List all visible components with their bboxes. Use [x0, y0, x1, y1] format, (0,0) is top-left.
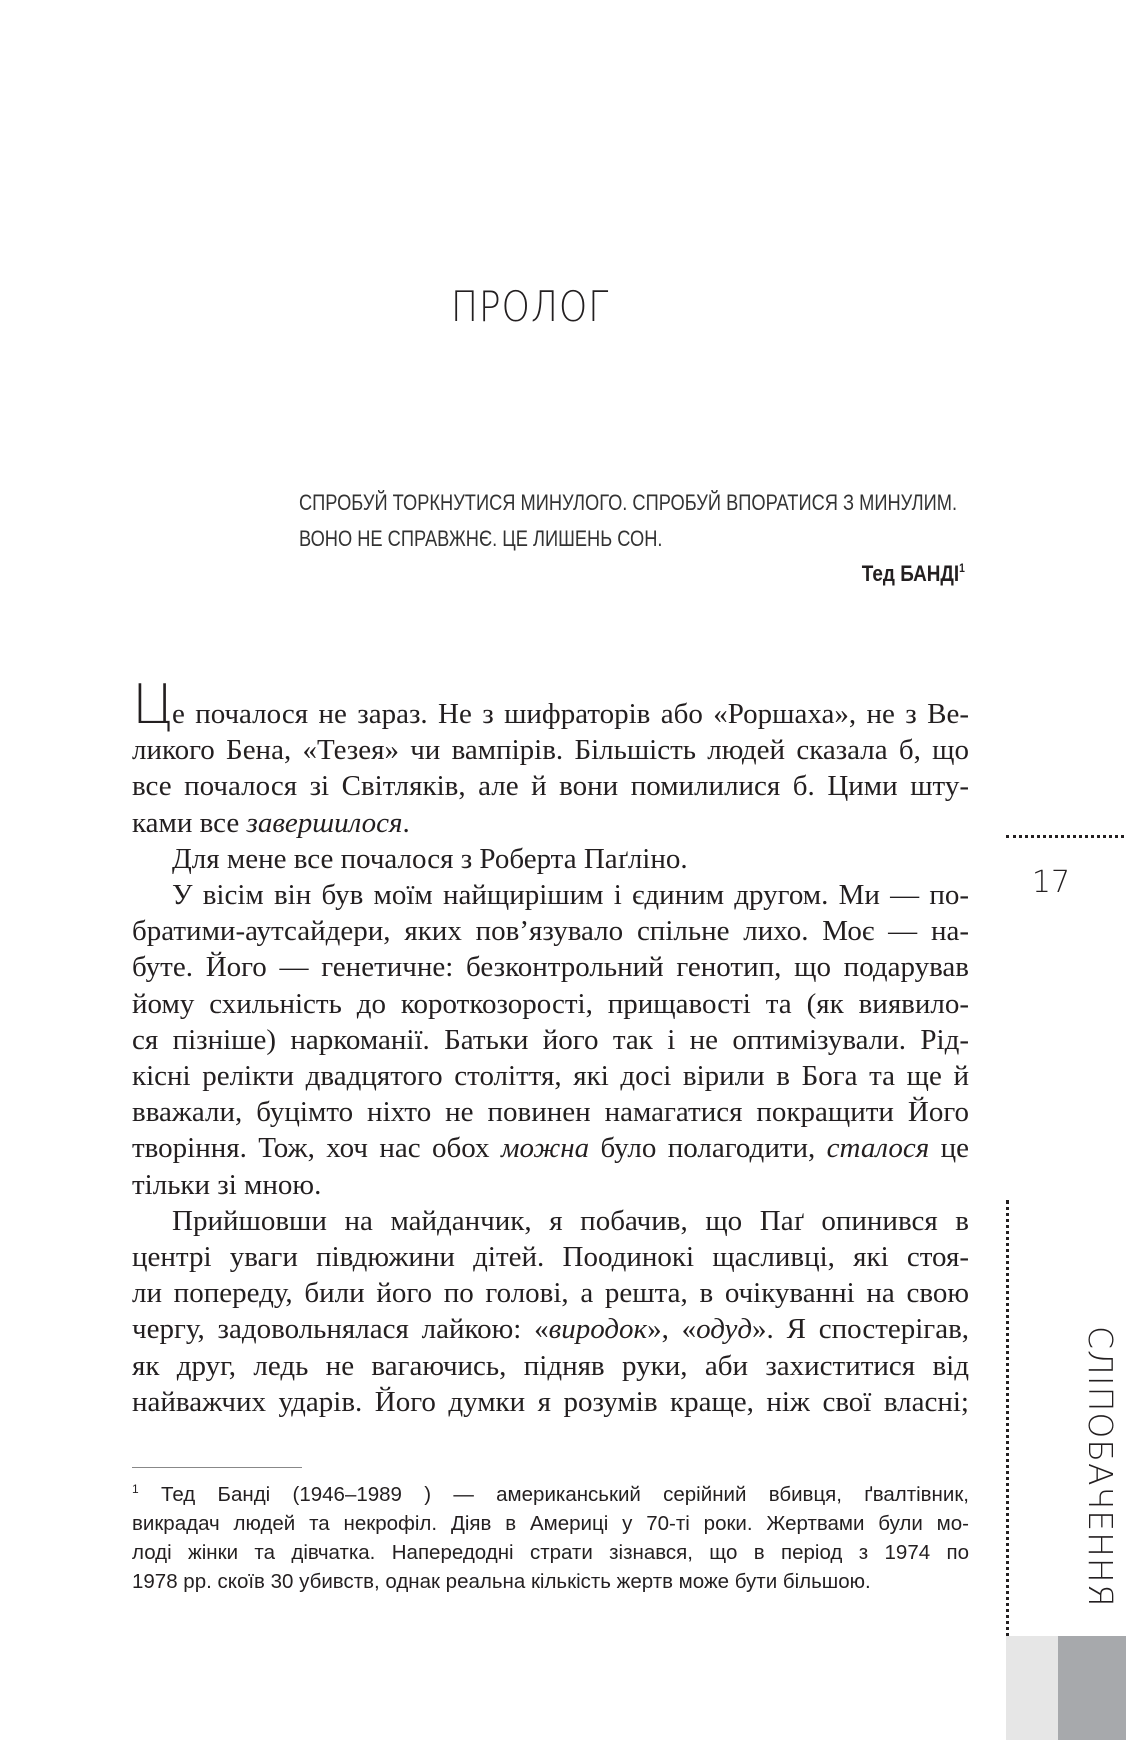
paragraph-3: [132, 877, 969, 1203]
text-line: кісні релікти двадцятого століття, які досі вірили в Бога та ще й: [132, 1060, 969, 1093]
text-line: Це почалося не зараз. Не з шифраторів або «Роршаха», не з Ве-: [132, 673, 969, 736]
text-line: Для мене все почалося з Роберта Паґліно.: [172, 842, 688, 875]
page-number: 17: [1031, 865, 1071, 900]
text-line: ли попереду, били його по голові, а решта, в очікуванні на свою: [132, 1277, 969, 1310]
text-line: чергу, задовольнялася лайкою: «виродок», «одуд». Я спостерігав,: [132, 1313, 970, 1346]
text-line: У вісім він був моїм найщирішим і єдиним другом. Ми — по-: [172, 879, 969, 912]
text-line: ками все завершилося.: [132, 806, 410, 839]
footnote-divider: [132, 1467, 302, 1468]
epigraph-footnote-mark: 1: [959, 561, 965, 575]
epigraph-author-name: Тед БАНДІ: [861, 561, 960, 586]
text-line: як друг, ледь не вагаючись, підняв руки, аби захиститися від: [132, 1349, 969, 1382]
body-text: [132, 673, 970, 1420]
footnote: [132, 1475, 969, 1596]
running-book-title: СЛІПОБАЧЕННЯ: [1081, 1326, 1120, 1608]
text-line: все почалося зі Світляків, але й вони помилилися б. Цими шту-: [132, 770, 969, 803]
epigraph: [299, 485, 958, 557]
paragraph-4: [132, 1203, 969, 1420]
footnote-line: $^1$ Тед Банді (1946–1989 ) — американський серійний вбивця, ґвалтівник,: [132, 1482, 969, 1506]
paragraph-2: [132, 841, 969, 877]
thumb-tab-light: [1006, 1636, 1058, 1740]
text-line: тільки зі мною.: [132, 1168, 322, 1201]
sidebar-dotted-rule: [1006, 835, 1124, 838]
epigraph-line-1: СПРОБУЙ ТОРКНУТИСЯ МИНУЛОГО. СПРОБУЙ ВПОРАТИСЯ З МИНУЛИМ.: [299, 490, 958, 515]
text-line: найважчих ударів. Його думки я розумів краще, ніж свої власні;: [132, 1385, 969, 1418]
text-line: братими-аутсайдери, яких пов’язувало спільне лихо. Моє — на-: [132, 915, 969, 948]
epigraph-author: [862, 561, 965, 587]
text-line: ликого Бена, «Тезея» чи вампірів. Більшість людей сказала б, що: [132, 734, 969, 767]
text-line: творіння. Тож, хоч нас обох можна було полагодити, сталося це: [132, 1132, 969, 1165]
text-line: Прийшовши на майданчик, я побачив, що Паґ опинився в: [172, 1204, 969, 1237]
text-line: вважали, буцімто ніхто не повинен намагатися покращити Його: [132, 1096, 969, 1129]
text-line: центрі уваги півдюжини дітей. Поодинокі щасливці, які стоя-: [132, 1241, 969, 1274]
thumb-tab-dark: [1058, 1636, 1126, 1740]
chapter-title: ПРОЛОГ: [450, 282, 610, 331]
footnote-line: викрадач людей та некрофіл. Діяв в Америці у 70-ті роки. Жертвами були мо-: [132, 1512, 969, 1535]
text-line: буте. Його — генетичне: безконтрольний генотип, що подарував: [132, 951, 969, 984]
epigraph-line-2: ВОНО НЕ СПРАВЖНЄ. ЦЕ ЛИШЕНЬ СОН.: [299, 526, 663, 551]
footnote-line: 1978 рр. скоїв 30 убивств, однак реальна кількість жертв може бути більшою.: [132, 1570, 871, 1593]
text-line: йому схильність до короткозорості, прищавості та (як виявило-: [132, 987, 969, 1020]
paragraph-1: [132, 673, 969, 841]
text-line: ся пізніше) наркоманії. Батьки його так і не оптимізували. Рід-: [132, 1023, 969, 1056]
drop-cap: Ц: [132, 673, 172, 736]
footnote-mark: 1: [132, 1482, 139, 1496]
footnote-line: лоді жінки та дівчатка. Напередодні страти зізнався, що в період з 1974 по: [132, 1541, 969, 1564]
